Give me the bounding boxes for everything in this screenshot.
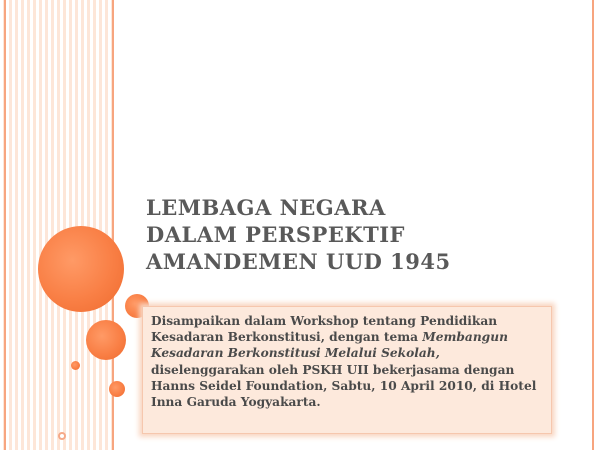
title-line: LEMBAGA NEGARA xyxy=(146,195,386,220)
decorative-circle-medium xyxy=(86,320,126,360)
decorative-stripes xyxy=(0,0,112,450)
subtitle-theme: Membangun Kesadaran Berkonstitusi Melalui Sekolah, xyxy=(151,330,508,361)
decorative-line xyxy=(4,0,6,450)
title-line: AMANDEMEN UUD 1945 xyxy=(146,249,451,274)
decorative-circle-outline xyxy=(58,432,66,440)
subtitle-box xyxy=(142,306,552,434)
decorative-circle-large xyxy=(38,226,124,312)
decorative-circle-small xyxy=(109,381,125,397)
subtitle-text: Disampaikan dalam Workshop tentang Pendidikan Kesadaran Berkonstitusi, dengan tema xyxy=(151,314,498,345)
slide-title xyxy=(146,194,566,275)
title-line: DALAM PERSPEKTIF xyxy=(146,222,405,247)
subtitle-text-end: diselenggarakan oleh PSKH UII bekerjasama dengan Hanns Seidel Foundation, Sabtu, 10 April 2010, di Hotel Inna Garuda Yogyakarta. xyxy=(151,362,537,410)
decorative-circle-tiny xyxy=(71,361,80,370)
decorative-line-right xyxy=(592,0,594,450)
